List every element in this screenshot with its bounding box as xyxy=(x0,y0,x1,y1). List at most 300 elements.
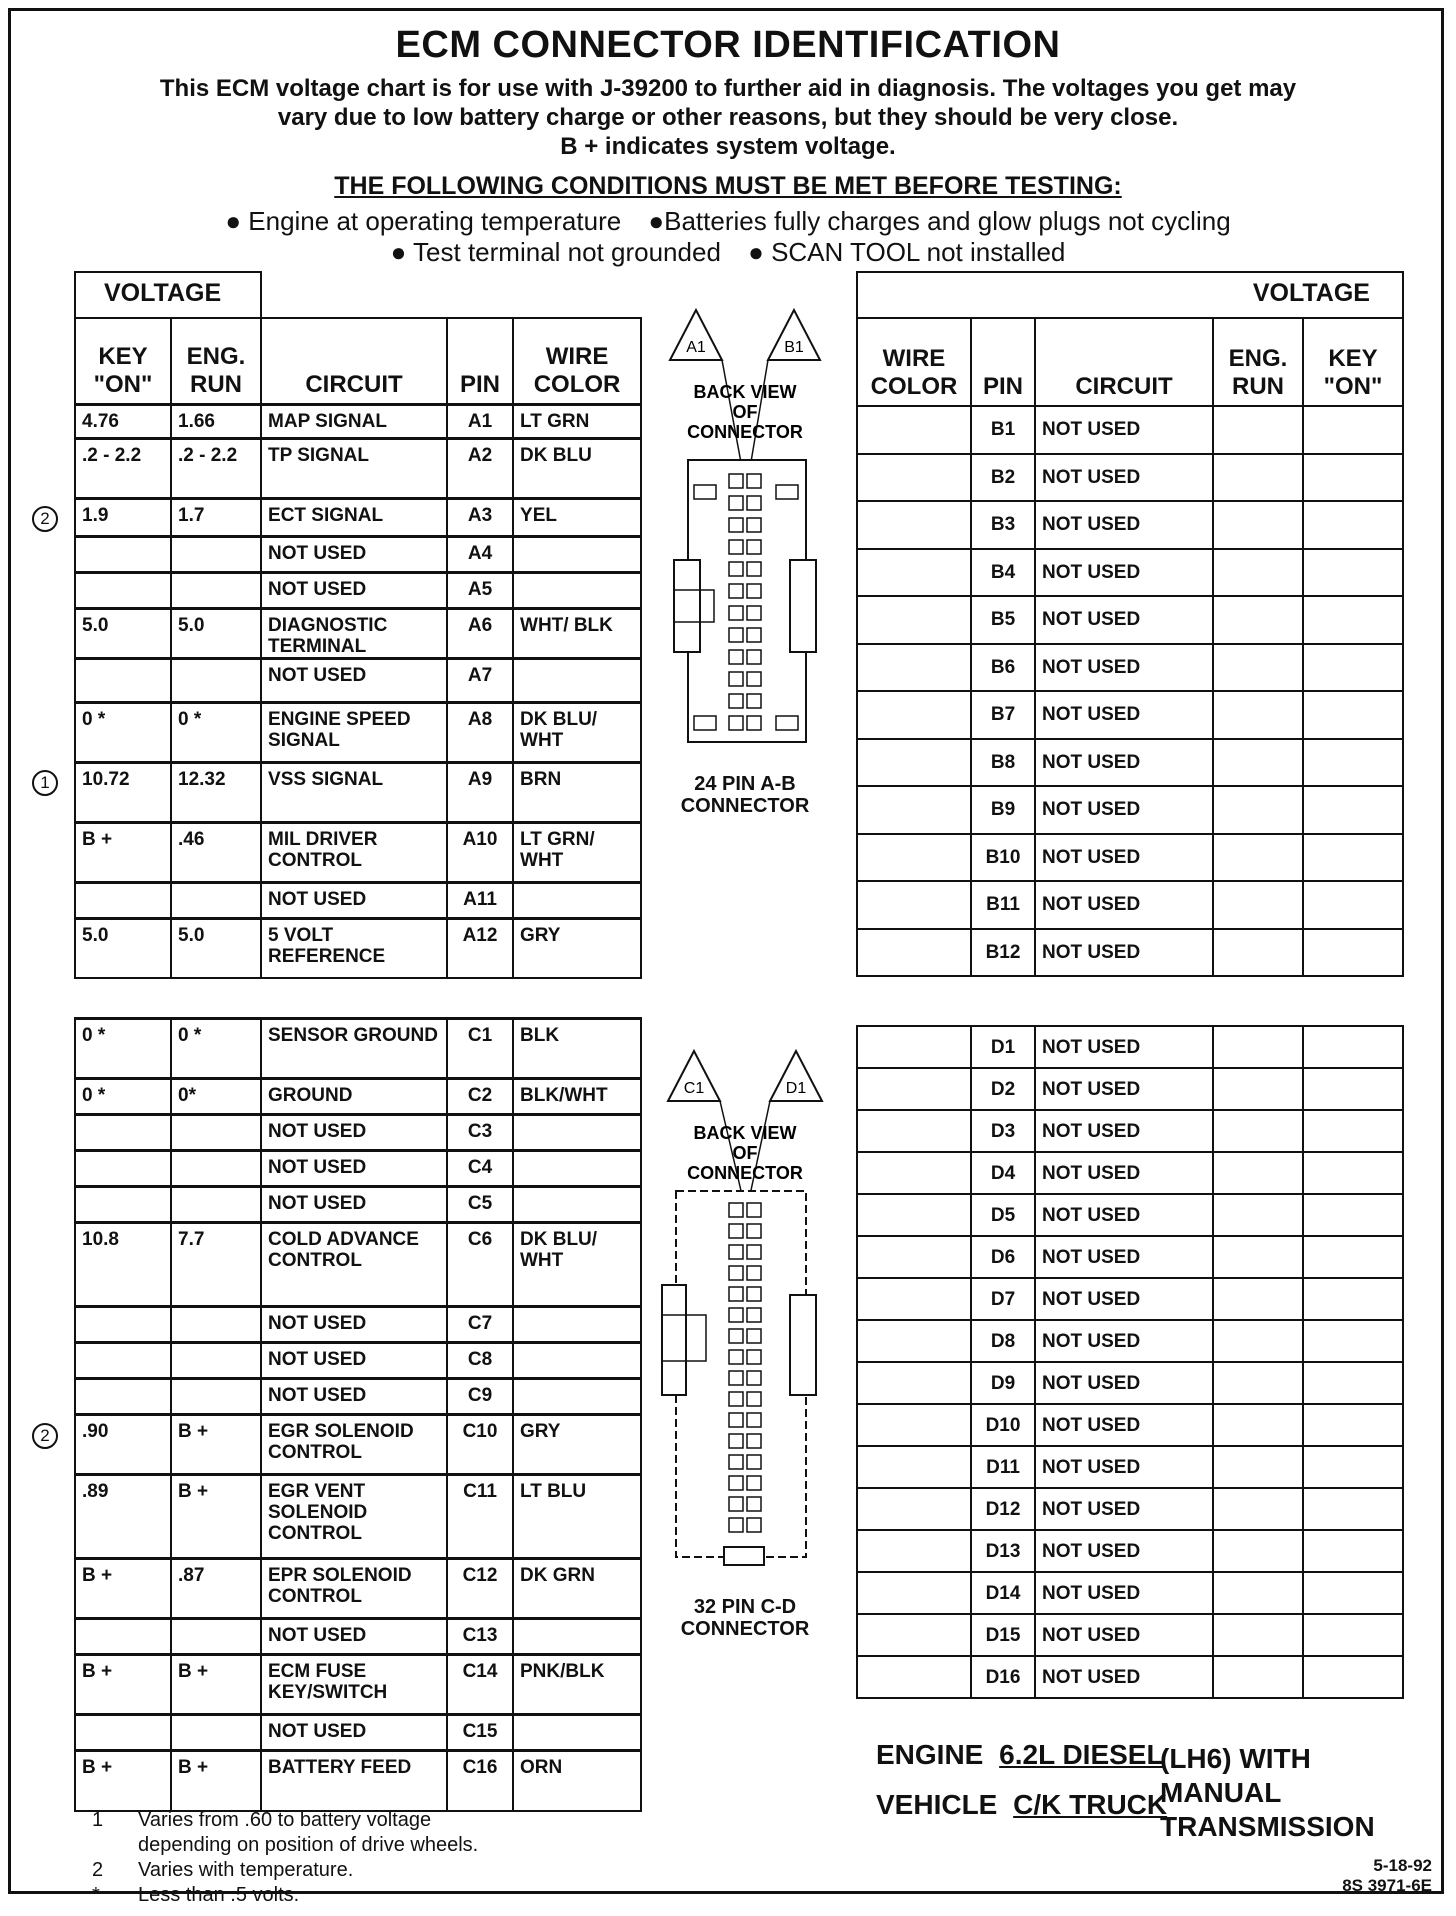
circuit-cell: DIAGNOSTIC TERMINAL xyxy=(261,608,447,658)
circuit-cell: NOT USED xyxy=(1035,1404,1213,1446)
eng-run-cell xyxy=(171,1151,261,1187)
table-row xyxy=(857,549,1403,597)
footnote xyxy=(92,1883,478,1908)
pin-cell: D15 xyxy=(971,1614,1035,1656)
wire-color-cell xyxy=(857,1446,971,1488)
circuit-cell: NOT USED xyxy=(261,1151,447,1187)
connector-pin xyxy=(747,694,761,708)
pin-cell: C11 xyxy=(447,1475,513,1559)
wire-color-cell xyxy=(857,834,971,882)
circuit-cell: NOT USED xyxy=(261,1307,447,1343)
connector-pin xyxy=(747,584,761,598)
footnote-key xyxy=(92,1833,138,1858)
connector-pin xyxy=(747,1497,761,1511)
wire-color-cell xyxy=(857,1110,971,1152)
wire-color-cell: DK BLU/ WHT xyxy=(513,1223,641,1307)
wire-color-cell: BLK xyxy=(513,1019,641,1079)
table-row xyxy=(857,1530,1403,1572)
condition-item: ● SCAN TOOL not installed xyxy=(748,237,1066,267)
eng-run-cell xyxy=(171,1715,261,1751)
eng-run-cell xyxy=(171,536,261,572)
table-row xyxy=(857,1194,1403,1236)
pin-cell: C9 xyxy=(447,1379,513,1415)
pin-cell: C7 xyxy=(447,1307,513,1343)
eng-run-cell xyxy=(1213,1152,1303,1194)
connector-pin xyxy=(729,1266,743,1280)
eng-run-cell: .46 xyxy=(171,822,261,882)
wire-color-cell: DK GRN xyxy=(513,1559,641,1619)
pin-cell: C3 xyxy=(447,1115,513,1151)
eng-run-cell: 0 * xyxy=(171,1019,261,1079)
table-row xyxy=(857,1404,1403,1446)
connector-pin xyxy=(729,1413,743,1427)
connector-pin xyxy=(729,1455,743,1469)
connector-pin xyxy=(747,1413,761,1427)
eng-run-cell xyxy=(1213,1656,1303,1698)
cd-back-view-label: BACK VIEW xyxy=(693,1123,797,1143)
table-row xyxy=(857,739,1403,787)
wire-color-cell: LT BLU xyxy=(513,1475,641,1559)
eng-run-cell: .87 xyxy=(171,1559,261,1619)
circuit-cell: NOT USED xyxy=(1035,929,1213,977)
eng-run-cell xyxy=(171,882,261,918)
key-on-cell xyxy=(1303,1488,1403,1530)
key-on-cell xyxy=(75,1115,171,1151)
pin-cell: C10 xyxy=(447,1415,513,1475)
key-on-cell xyxy=(1303,691,1403,739)
pin-cell: C12 xyxy=(447,1559,513,1619)
eng-run-cell xyxy=(1213,1026,1303,1068)
connector-ab-caption-2: CONNECTOR xyxy=(680,795,810,817)
key-on-cell xyxy=(1303,1194,1403,1236)
connector-pin xyxy=(729,584,743,598)
triangle-b1-label: B1 xyxy=(784,339,804,356)
connector-pin xyxy=(729,1224,743,1238)
eng-run-cell: 0 * xyxy=(171,702,261,762)
eng-run-cell xyxy=(1213,1194,1303,1236)
key-on-cell: 0 * xyxy=(75,1079,171,1115)
table-row xyxy=(75,1187,641,1223)
table-row xyxy=(75,882,641,918)
circuit-cell: NOT USED xyxy=(1035,1362,1213,1404)
wire-color-cell xyxy=(513,658,641,702)
connector-pin xyxy=(729,540,743,554)
connector-pin xyxy=(747,1224,761,1238)
engine-label: ENGINE xyxy=(876,1739,984,1770)
connector-pin xyxy=(747,1371,761,1385)
table-row xyxy=(857,1488,1403,1530)
conditions-heading: THE FOLLOWING CONDITIONS MUST BE MET BEFORE TESTING: xyxy=(334,172,1122,200)
wire-color-cell xyxy=(513,1715,641,1751)
circuit-cell: NOT USED xyxy=(261,1379,447,1415)
eng-run-cell xyxy=(171,1343,261,1379)
wire-color-cell xyxy=(857,1068,971,1110)
circuit-cell: GROUND xyxy=(261,1079,447,1115)
wire-color-cell xyxy=(513,572,641,608)
key-on-cell xyxy=(75,1151,171,1187)
key-on-cell xyxy=(75,536,171,572)
pin-cell: C4 xyxy=(447,1151,513,1187)
pin-cell: B9 xyxy=(971,786,1035,834)
eng-run-cell xyxy=(1213,454,1303,502)
circuit-cell: NOT USED xyxy=(261,1715,447,1751)
footnotes xyxy=(92,1808,478,1908)
wire-color-cell xyxy=(857,644,971,692)
eng-run-cell xyxy=(171,1115,261,1151)
ab-of-label: OF xyxy=(732,402,758,422)
c-pins-table xyxy=(74,1017,642,1812)
connector-pin xyxy=(747,1350,761,1364)
wire-color-cell xyxy=(513,1151,641,1187)
key-on-cell xyxy=(75,1187,171,1223)
pin-cell: B12 xyxy=(971,929,1035,977)
pin-cell: D9 xyxy=(971,1362,1035,1404)
connector-cd-diagram xyxy=(660,1045,830,1605)
wire-color-cell xyxy=(857,1236,971,1278)
key-on-cell: 1.9 xyxy=(75,498,171,536)
table-row xyxy=(75,1559,641,1619)
table-row xyxy=(857,1572,1403,1614)
intro-line-1: This ECM voltage chart is for use with J-39200 to further aid in diagnosis. The voltages you get may xyxy=(159,75,1297,102)
condition-item: ●Batteries fully charges and glow plugs not cycling xyxy=(648,206,1231,236)
revision-date: 5-18-92 xyxy=(1373,1856,1432,1875)
circuit-cell: NOT USED xyxy=(1035,691,1213,739)
eng-run-cell xyxy=(1213,596,1303,644)
condition-item: ● Test terminal not grounded xyxy=(390,237,721,267)
connector-pin xyxy=(747,1434,761,1448)
pin-cell: C1 xyxy=(447,1019,513,1079)
table-row xyxy=(857,1152,1403,1194)
description-line: TRANSMISSION xyxy=(1160,1811,1375,1842)
circuit-cell: NOT USED xyxy=(1035,454,1213,502)
wire-color-cell: BRN xyxy=(513,762,641,822)
wire-color-cell xyxy=(513,1343,641,1379)
table-row xyxy=(75,1715,641,1751)
key-on-cell xyxy=(75,1307,171,1343)
circuit-cell: VSS SIGNAL xyxy=(261,762,447,822)
table-row xyxy=(857,596,1403,644)
table-row xyxy=(75,1619,641,1655)
circuit-cell: SENSOR GROUND xyxy=(261,1019,447,1079)
eng-run-cell xyxy=(1213,1362,1303,1404)
circuit-cell: BATTERY FEED xyxy=(261,1751,447,1811)
table-row xyxy=(75,1307,641,1343)
pin-cell: B10 xyxy=(971,834,1035,882)
circuit-cell: NOT USED xyxy=(1035,596,1213,644)
wire-color-cell xyxy=(857,406,971,454)
connector-pin xyxy=(729,1308,743,1322)
table-row xyxy=(857,1656,1403,1698)
connector-pin xyxy=(729,1245,743,1259)
eng-run-cell: B + xyxy=(171,1415,261,1475)
table-row xyxy=(75,1379,641,1415)
connector-pin xyxy=(747,1329,761,1343)
circuit-cell: NOT USED xyxy=(261,1619,447,1655)
circuit-cell: COLD ADVANCE CONTROL xyxy=(261,1223,447,1307)
circuit-cell: NOT USED xyxy=(1035,1656,1213,1698)
key-on-cell xyxy=(1303,501,1403,549)
key-on-cell: 0 * xyxy=(75,1019,171,1079)
description-line: MANUAL xyxy=(1160,1777,1282,1808)
key-on-cell xyxy=(1303,406,1403,454)
pin-cell: A6 xyxy=(447,608,513,658)
table-row xyxy=(75,762,641,822)
wire-color-cell xyxy=(513,1619,641,1655)
table-row xyxy=(75,1343,641,1379)
eng-run-cell xyxy=(1213,1068,1303,1110)
eng-run-cell xyxy=(1213,644,1303,692)
connector-pin xyxy=(729,1371,743,1385)
wire-color-cell: LT GRN/ WHT xyxy=(513,822,641,882)
circuit-cell: ECM FUSE KEY/SWITCH xyxy=(261,1655,447,1715)
key-on-cell xyxy=(1303,1110,1403,1152)
wire-color-cell xyxy=(857,596,971,644)
footnote-text: Varies with temperature. xyxy=(138,1859,354,1881)
wire-color-cell xyxy=(513,882,641,918)
pin-cell: A2 xyxy=(447,438,513,498)
engine-line xyxy=(876,1738,1164,1772)
pin-cell: D4 xyxy=(971,1152,1035,1194)
footnote-text: Less than .5 volts. xyxy=(138,1884,300,1906)
wire-color-cell: WHT/ BLK xyxy=(513,608,641,658)
circuit-cell: EGR VENT SOLENOID CONTROL xyxy=(261,1475,447,1559)
connector-pin xyxy=(729,672,743,686)
pin-cell: D12 xyxy=(971,1488,1035,1530)
connector-ab-caption xyxy=(650,773,840,817)
key-on-cell xyxy=(1303,1446,1403,1488)
key-on-cell xyxy=(1303,1572,1403,1614)
wire-color-cell: BLK/WHT xyxy=(513,1079,641,1115)
connector-pin xyxy=(747,1287,761,1301)
pin-cell: A4 xyxy=(447,536,513,572)
pin-cell: A9 xyxy=(447,762,513,822)
circuit-cell: NOT USED xyxy=(1035,739,1213,787)
transmission-description xyxy=(1160,1742,1375,1844)
pin-cell: D10 xyxy=(971,1404,1035,1446)
key-on-cell xyxy=(1303,1320,1403,1362)
key-on-cell: B + xyxy=(75,1559,171,1619)
eng-run-cell xyxy=(1213,739,1303,787)
eng-run-cell xyxy=(1213,406,1303,454)
pin-cell: B11 xyxy=(971,881,1035,929)
circuit-cell: NOT USED xyxy=(1035,1614,1213,1656)
wire-color-cell xyxy=(513,1115,641,1151)
eng-run-cell xyxy=(171,1187,261,1223)
circuit-cell: NOT USED xyxy=(1035,1530,1213,1572)
circuit-header: CIRCUIT xyxy=(261,318,447,404)
key-on-cell: B + xyxy=(75,822,171,882)
connector-pin xyxy=(729,650,743,664)
circuit-cell: NOT USED xyxy=(1035,834,1213,882)
key-on-cell xyxy=(1303,1152,1403,1194)
pin-cell: C8 xyxy=(447,1343,513,1379)
table-row xyxy=(857,1026,1403,1068)
pin-cell: C6 xyxy=(447,1223,513,1307)
connector-pin xyxy=(747,562,761,576)
pin-cell: D8 xyxy=(971,1320,1035,1362)
circuit-cell: NOT USED xyxy=(1035,1026,1213,1068)
table-row xyxy=(75,498,641,536)
conditions-line-1 xyxy=(0,206,1456,236)
connector-pin xyxy=(747,716,761,730)
vehicle-value: C/K TRUCK xyxy=(1013,1789,1168,1820)
voltage-header-right: VOLTAGE xyxy=(857,272,1403,318)
eng-run-cell: 0* xyxy=(171,1079,261,1115)
key-on-cell xyxy=(1303,1068,1403,1110)
ab-back-view-label: BACK VIEW xyxy=(693,382,797,402)
vehicle-line xyxy=(876,1788,1167,1822)
triangle-d1-label: D1 xyxy=(785,1080,807,1097)
footnote-text: depending on position of drive wheels. xyxy=(138,1834,479,1856)
eng-run-cell xyxy=(1213,1320,1303,1362)
table-row xyxy=(857,1236,1403,1278)
circuit-cell: ECT SIGNAL xyxy=(261,498,447,536)
circuit-cell: NOT USED xyxy=(1035,1152,1213,1194)
connector-pin xyxy=(729,1329,743,1343)
intro-line-2: vary due to low battery charge or other reasons, but they should be very close. xyxy=(277,104,1179,131)
table-row xyxy=(857,644,1403,692)
footnote xyxy=(92,1858,478,1883)
eng-run-cell: 12.32 xyxy=(171,762,261,822)
wire-color-cell xyxy=(857,881,971,929)
pin-cell: B4 xyxy=(971,549,1035,597)
voltage-header: VOLTAGE xyxy=(75,272,261,318)
eng-run-cell xyxy=(1213,929,1303,977)
connector-pin xyxy=(729,694,743,708)
pin-cell: B3 xyxy=(971,501,1035,549)
key-on-cell xyxy=(1303,1404,1403,1446)
pin-cell: D14 xyxy=(971,1572,1035,1614)
eng-run-cell: 5.0 xyxy=(171,918,261,978)
table-row xyxy=(857,1614,1403,1656)
key-on-cell xyxy=(75,1619,171,1655)
eng-run-header: ENG. RUN xyxy=(171,318,261,404)
table-row xyxy=(857,501,1403,549)
pin-cell: B6 xyxy=(971,644,1035,692)
triangle-c1-label: C1 xyxy=(683,1080,705,1097)
connector-pin xyxy=(729,1434,743,1448)
pin-cell: A5 xyxy=(447,572,513,608)
table-row xyxy=(75,702,641,762)
connector-pin xyxy=(729,496,743,510)
circuit-cell: NOT USED xyxy=(261,882,447,918)
circuit-cell: NOT USED xyxy=(261,1115,447,1151)
pin-cell: B8 xyxy=(971,739,1035,787)
pin-cell: A11 xyxy=(447,882,513,918)
page-title: ECM CONNECTOR IDENTIFICATION xyxy=(395,24,1061,66)
triangle-b1-icon xyxy=(768,310,820,360)
key-on-cell xyxy=(1303,454,1403,502)
pin-cell: D7 xyxy=(971,1278,1035,1320)
wire-color-cell xyxy=(857,739,971,787)
wire-color-cell xyxy=(513,1307,641,1343)
key-on-cell: 0 * xyxy=(75,702,171,762)
wire-color-cell xyxy=(857,1572,971,1614)
connector-pin xyxy=(747,1245,761,1259)
footnote xyxy=(92,1833,478,1858)
circuit-cell: NOT USED xyxy=(1035,1068,1213,1110)
pin-cell: B2 xyxy=(971,454,1035,502)
table-row xyxy=(857,881,1403,929)
eng-run-cell xyxy=(171,1619,261,1655)
table-row xyxy=(857,786,1403,834)
circuit-cell: NOT USED xyxy=(1035,406,1213,454)
wire-color-cell xyxy=(857,929,971,977)
pin-cell: B7 xyxy=(971,691,1035,739)
conditions-line-2 xyxy=(0,237,1456,267)
wire-color-cell: GRY xyxy=(513,918,641,978)
eng-run-cell xyxy=(1213,1404,1303,1446)
eng-run-cell xyxy=(1213,1488,1303,1530)
table-row xyxy=(75,822,641,882)
eng-run-cell xyxy=(171,572,261,608)
pin-header: PIN xyxy=(447,318,513,404)
connector-ab-caption-1: 24 PIN A-B xyxy=(694,773,796,795)
circuit-cell: NOT USED xyxy=(1035,1488,1213,1530)
connector-pin xyxy=(729,1476,743,1490)
circuit-header-right: CIRCUIT xyxy=(1035,318,1213,406)
header-spacer xyxy=(261,272,641,318)
cd-of-label: OF xyxy=(732,1143,758,1163)
connector-pin xyxy=(729,1497,743,1511)
wire-color-cell xyxy=(513,536,641,572)
eng-run-cell: B + xyxy=(171,1475,261,1559)
circuit-cell: NOT USED xyxy=(261,572,447,608)
table-row xyxy=(857,406,1403,454)
key-on-cell xyxy=(1303,881,1403,929)
connector-pin xyxy=(729,716,743,730)
pin-cell: A1 xyxy=(447,404,513,438)
connector-pin xyxy=(747,1518,761,1532)
key-on-cell: 5.0 xyxy=(75,918,171,978)
wire-color-cell: DK BLU/ WHT xyxy=(513,702,641,762)
table-row xyxy=(75,1415,641,1475)
pin-cell: D5 xyxy=(971,1194,1035,1236)
wire-color-cell xyxy=(857,691,971,739)
intro-line-3: B + indicates system voltage. xyxy=(560,133,896,160)
table-row xyxy=(857,1110,1403,1152)
connector-pin xyxy=(729,606,743,620)
circuit-cell: NOT USED xyxy=(1035,549,1213,597)
connector-pin xyxy=(747,1203,761,1217)
wire-color-cell xyxy=(513,1187,641,1223)
table-row xyxy=(857,1278,1403,1320)
circuit-cell: ENGINE SPEED SIGNAL xyxy=(261,702,447,762)
connector-pin xyxy=(747,1266,761,1280)
circuit-cell: NOT USED xyxy=(261,658,447,702)
wire-color-cell xyxy=(857,1152,971,1194)
pin-cell: D11 xyxy=(971,1446,1035,1488)
triangle-c1-icon xyxy=(668,1051,720,1101)
document-code: 8S 3971-6E xyxy=(1342,1876,1432,1895)
table-row xyxy=(75,1019,641,1079)
circuit-cell: NOT USED xyxy=(1035,881,1213,929)
footnote-key: 1 xyxy=(92,1809,104,1831)
pin-cell: D3 xyxy=(971,1110,1035,1152)
circuit-cell: MIL DRIVER CONTROL xyxy=(261,822,447,882)
connector-pin xyxy=(747,650,761,664)
condition-item: ● Engine at operating temperature xyxy=(225,206,622,236)
pin-cell: B5 xyxy=(971,596,1035,644)
circuit-cell: NOT USED xyxy=(261,1187,447,1223)
key-on-cell xyxy=(1303,1236,1403,1278)
eng-run-cell xyxy=(171,658,261,702)
pin-cell: D1 xyxy=(971,1026,1035,1068)
wire-color-cell: LT GRN xyxy=(513,404,641,438)
circuit-cell: NOT USED xyxy=(1035,1110,1213,1152)
pin-cell: D2 xyxy=(971,1068,1035,1110)
wire-color-cell: PNK/BLK xyxy=(513,1655,641,1715)
